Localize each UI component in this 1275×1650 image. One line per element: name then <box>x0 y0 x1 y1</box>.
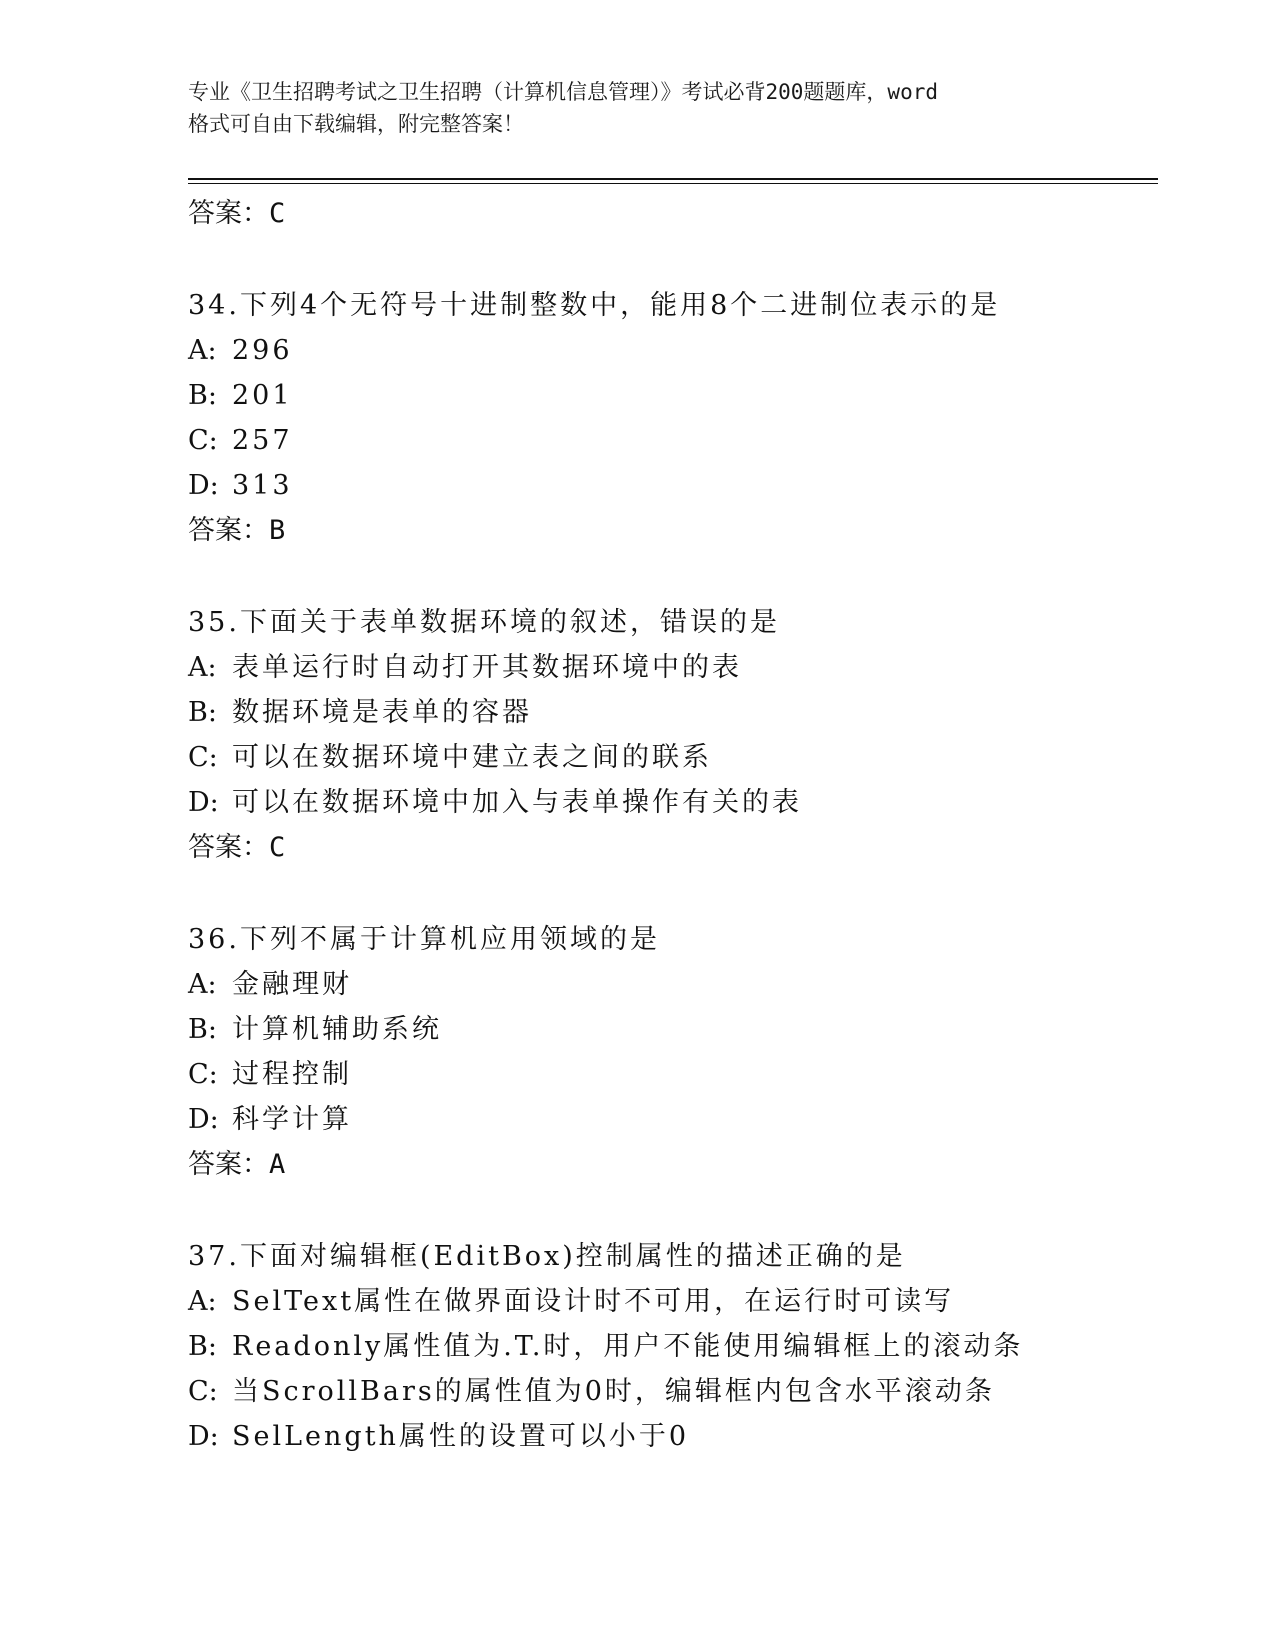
answer-line <box>188 1142 1158 1187</box>
option-key: D: <box>188 1104 219 1135</box>
answer-line <box>188 825 1158 870</box>
option-d <box>188 1097 1158 1142</box>
option-c <box>188 735 1158 780</box>
option-text: 257 <box>232 425 293 456</box>
option-text: 数据环境是表单的容器 <box>232 697 532 728</box>
option-text: SelLength属性的设置可以小于0 <box>232 1421 690 1452</box>
option-key: C: <box>188 1059 218 1090</box>
option-text: 可以在数据环境中加入与表单操作有关的表 <box>232 787 802 818</box>
option-c <box>188 418 1158 463</box>
option-key: C: <box>188 425 218 456</box>
option-a <box>188 328 1158 373</box>
question-37 <box>188 1234 1158 1459</box>
answer-line <box>188 191 1158 236</box>
option-key: A: <box>188 652 217 683</box>
option-b <box>188 373 1158 418</box>
option-key: A: <box>188 969 217 1000</box>
option-text: 可以在数据环境中建立表之间的联系 <box>232 742 712 773</box>
header-line-2: 格式可自由下载编辑，附完整答案！ <box>188 112 524 136</box>
question-36 <box>188 917 1158 1187</box>
option-text: 表单运行时自动打开其数据环境中的表 <box>232 652 742 683</box>
option-d <box>188 1414 1158 1459</box>
answer-value: C <box>269 198 286 229</box>
option-text: 296 <box>232 335 293 366</box>
question-list <box>188 191 1158 1459</box>
answer-label: 答案： <box>188 1149 269 1180</box>
option-b <box>188 1324 1158 1369</box>
option-d <box>188 463 1158 508</box>
answer-value: A <box>269 1149 286 1180</box>
option-key: D: <box>188 1421 219 1452</box>
option-key: B: <box>188 1331 217 1362</box>
question-title: 34.下列4个无符号十进制整数中，能用8个二进制位表示的是 <box>188 290 1001 321</box>
option-key: B: <box>188 380 217 411</box>
question-title: 37.下面对编辑框(EditBox)控制属性的描述正确的是 <box>188 1241 906 1272</box>
option-key: B: <box>188 697 217 728</box>
option-key: C: <box>188 1376 218 1407</box>
option-a <box>188 645 1158 690</box>
option-key: D: <box>188 787 219 818</box>
option-b <box>188 1007 1158 1052</box>
option-key: C: <box>188 742 218 773</box>
answer-value: B <box>269 515 286 546</box>
option-text: SelText属性在做界面设计时不可用，在运行时可读写 <box>232 1286 955 1317</box>
header-line-1: 专业《卫生招聘考试之卫生招聘（计算机信息管理）》考试必背200题题库，word <box>188 80 938 104</box>
option-text: Readonly属性值为.T.时，用户不能使用编辑框上的滚动条 <box>232 1331 1024 1362</box>
answer-label: 答案： <box>188 832 269 863</box>
answer-line <box>188 508 1158 553</box>
header-rule-thin <box>188 183 1158 184</box>
option-text: 计算机辅助系统 <box>232 1014 442 1045</box>
question-35 <box>188 600 1158 870</box>
option-text: 313 <box>232 470 293 501</box>
option-b <box>188 690 1158 735</box>
question-title: 35.下面关于表单数据环境的叙述，错误的是 <box>188 607 780 638</box>
document-header <box>188 76 1088 140</box>
option-text: 当ScrollBars的属性值为0时，编辑框内包含水平滚动条 <box>232 1376 995 1407</box>
header-rule-thick <box>188 178 1158 180</box>
option-text: 金融理财 <box>232 969 352 1000</box>
option-key: A: <box>188 1286 217 1317</box>
answer-label: 答案： <box>188 515 269 546</box>
question-title: 36.下列不属于计算机应用领域的是 <box>188 924 660 955</box>
option-key: B: <box>188 1014 217 1045</box>
option-key: A: <box>188 335 217 366</box>
option-d <box>188 780 1158 825</box>
answer-label: 答案： <box>188 198 269 229</box>
option-c <box>188 1369 1158 1414</box>
option-text: 科学计算 <box>232 1104 352 1135</box>
answer-value: C <box>269 832 286 863</box>
option-key: D: <box>188 470 219 501</box>
question-34 <box>188 283 1158 553</box>
option-text: 过程控制 <box>232 1059 352 1090</box>
option-a <box>188 1279 1158 1324</box>
option-a <box>188 962 1158 1007</box>
option-c <box>188 1052 1158 1097</box>
option-text: 201 <box>232 380 293 411</box>
